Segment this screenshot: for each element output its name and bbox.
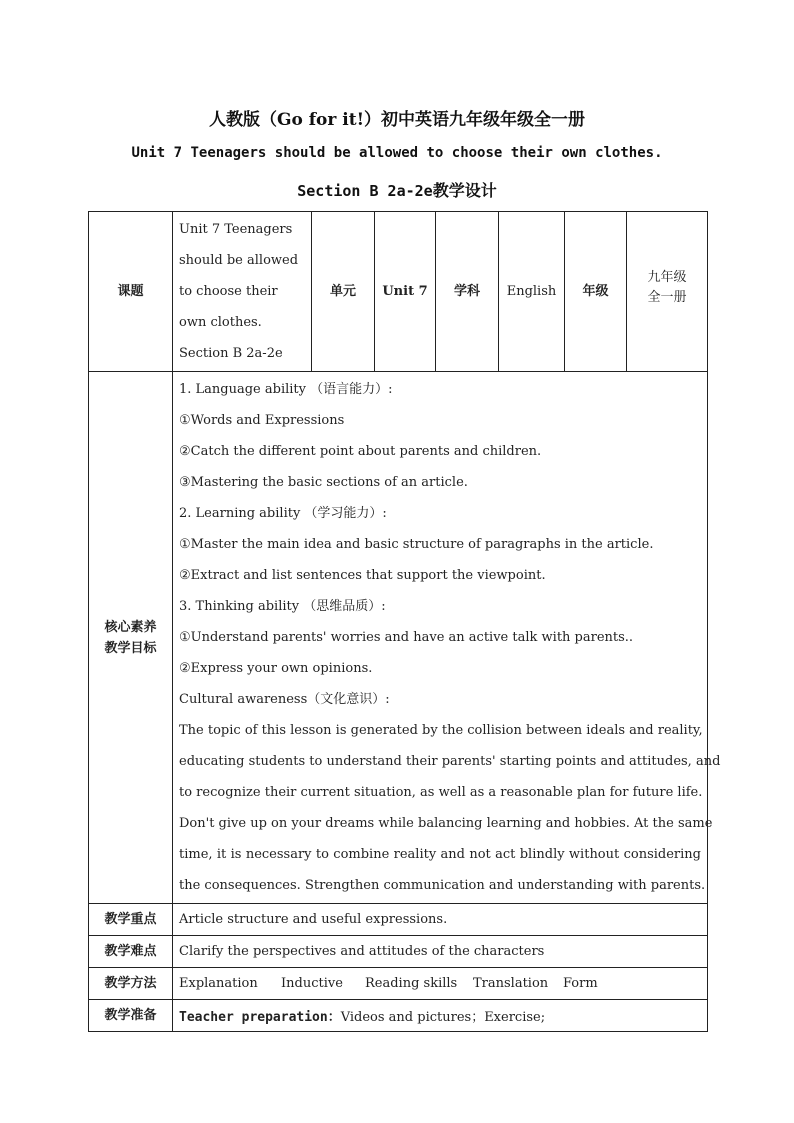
culture-line: Don't give up on your dreams while balancing learning and hobbies. At the same (179, 816, 713, 831)
preparation-text: Videos and pictures；Exercise; (340, 1010, 546, 1025)
difficulty-row (89, 936, 708, 968)
methods-row (89, 968, 708, 1000)
goal-line: 3. Thinking ability （思维品质）: (179, 599, 386, 614)
preparation-heading: Teacher preparation： (179, 1010, 341, 1025)
goals-row (89, 372, 708, 904)
topic-value (173, 212, 312, 372)
key-points-value: Article structure and useful expressions. (173, 904, 708, 936)
difficulty-value: Clarify the perspectives and attitudes of the characters (173, 936, 708, 968)
culture-line: the consequences. Strengthen communication and understanding with parents. (179, 878, 706, 893)
methods-value (173, 968, 708, 1000)
goal-line: ①Understand parents' worries and have an active talk with parents.. (179, 630, 634, 645)
goals-label-line: 核心素养 (104, 619, 157, 635)
methods-label: 教学方法 (89, 968, 173, 1000)
goal-line: ③Mastering the basic sections of an article. (179, 475, 468, 490)
topic-line: Unit 7 Teenagers (179, 222, 293, 237)
subject-value: English (499, 212, 565, 372)
section-title (0, 178, 794, 201)
goals-content (173, 372, 721, 904)
topic-line: to choose their (179, 284, 278, 299)
preparation-row (89, 1000, 708, 1032)
preparation-label: 教学准备 (89, 1000, 173, 1032)
unit-label: 单元 (312, 212, 375, 372)
topic-line: Section B 2a-2e (179, 346, 283, 361)
method-item: Explanation (179, 976, 258, 991)
goals-label-line: 教学目标 (104, 640, 157, 656)
method-item: Translation (473, 976, 549, 991)
section-code: Section B 2a-2e (297, 182, 433, 200)
goal-line: ②Express your own opinions. (179, 661, 373, 676)
key-points-row (89, 904, 708, 936)
document-title: 人教版（Go for it!）初中英语九年级年级全一册 (208, 110, 586, 130)
grade-value (627, 212, 708, 372)
unit-title: Unit 7 Teenagers should be allowed to choose their own clothes. (131, 145, 663, 161)
goal-line: ②Catch the different point about parents and children. (179, 444, 542, 459)
goals-label (89, 372, 173, 904)
grade-value-line: 九年级 (647, 270, 687, 285)
preparation-value (173, 1000, 708, 1032)
method-item: Inductive (281, 976, 343, 991)
topic-line: own clothes. (179, 315, 262, 330)
subject-label: 学科 (436, 212, 499, 372)
section-suffix: 教学设计 (432, 181, 497, 200)
difficulty-label: 教学难点 (89, 936, 173, 968)
topic-row (89, 212, 708, 372)
culture-line: The topic of this lesson is generated by the collision between ideals and reality, (179, 723, 703, 738)
goal-line: ①Master the main idea and basic structure of paragraphs in the article. (179, 537, 654, 552)
method-item: Form (563, 976, 598, 991)
topic-line: should be allowed (179, 253, 299, 268)
goal-line: ②Extract and list sentences that support the viewpoint. (179, 568, 546, 583)
grade-value-line: 全一册 (647, 290, 687, 305)
culture-line: to recognize their current situation, as well as a reasonable plan for future life. (179, 785, 703, 800)
grade-label: 年级 (565, 212, 627, 372)
key-points-label: 教学重点 (89, 904, 173, 936)
topic-label: 课题 (89, 212, 173, 372)
unit-value: Unit 7 (375, 212, 436, 372)
culture-line: time, it is necessary to combine reality and not act blindly without considering (179, 847, 701, 862)
goal-line: 1. Language ability （语言能力）: (179, 382, 393, 397)
lesson-plan-table (88, 211, 721, 1032)
culture-line: educating students to understand their parents' starting points and attitudes, and (179, 754, 721, 769)
goal-line: 2. Learning ability （学习能力）: (179, 506, 387, 521)
goal-line: Cultural awareness（文化意识）: (179, 692, 390, 707)
method-item: Reading skills (365, 976, 458, 991)
goal-line: ①Words and Expressions (179, 413, 345, 428)
